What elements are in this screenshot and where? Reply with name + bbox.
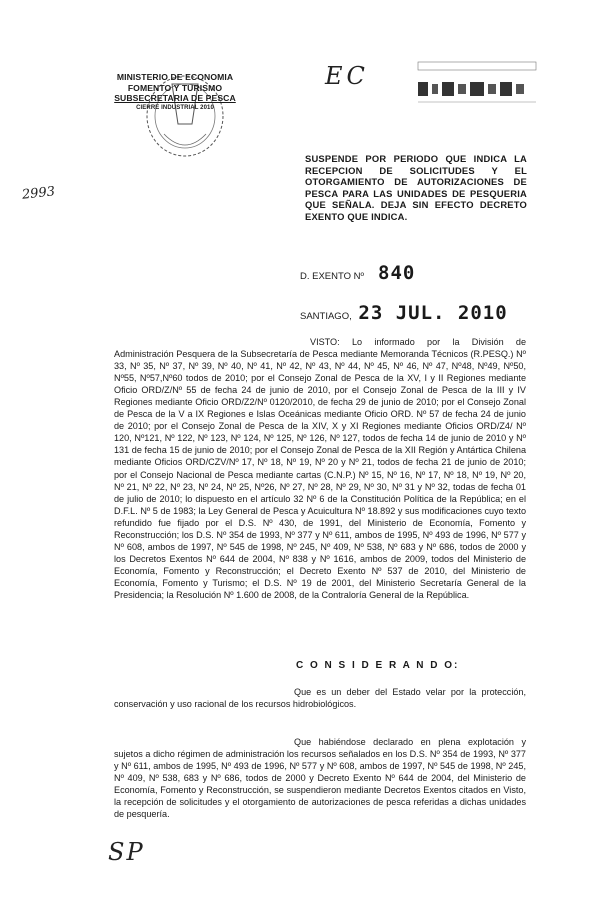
- decree-number: 840: [378, 262, 416, 284]
- decree-date: 23 JUL. 2010: [358, 302, 508, 324]
- handwritten-bottom: SP: [108, 838, 145, 866]
- ministry-line3: SUBSECRETARIA DE PESCA: [114, 93, 236, 103]
- visto-paragraph: [114, 336, 526, 601]
- considerando-p2-rest: y sujetos a dicho régimen de administración los recursos señalados en los D.S. Nº 354 de 1993, Nº 377 y Nº 611, ambos de 1995, Nº 493 de 1996, Nº 577 y Nº 608, ambos de 1997, Nº 545 de 1998, Nº 245, Nº 409, Nº 538, 683 y Nº 686, todos de 2000 y Decreto Exento Nº 644 de 2004, del Ministerio de Economía, Fomento y Reconstrucción, se suspendieron mediante Decretos Exentos citados en Visto, la recepción de solicitudes y el otorgamiento de autorizaciones de pesca referidas a dichas unidades de pesquería.: [114, 737, 526, 820]
- ministry-line1: MINISTERIO DE ECONOMIA: [116, 72, 234, 82]
- considerando-p1-rest: protección, conservación y uso racional de los recursos hidrobiológicos.: [114, 687, 526, 710]
- decree-number-line: [300, 262, 415, 284]
- considerando-p1-lead: Que es un deber del Estado velar por la: [294, 687, 477, 697]
- visto-text: Lo informado por la División de Administración Pesquera de la Subsecretaría de Pesca mediante Memoranda Técnicos (R.PESQ.) Nº 33, Nº 35, Nº 37, Nº 39, Nº 40, Nº 41, Nº 42, Nº 43, Nº 44, Nº 45, Nº 46, Nº 47, Nº48, Nº49, Nº50, Nº55, Nº57,Nº60 todos de 2010; por el Consejo Zonal de Pesca de la XV, I y II Regiones mediante Oficio ORD/Z/Nº 55 de fecha 24 de junio de 2010, por el Consejo Zonal de Pesca de la III y IV Regiones mediante Oficio ORD/Z2/Nº 0120/2010, de fecha 29 de junio de 2010; por el Consejo Zonal de Pesca de la V a IX Regiones e Islas Oceánicas mediante Oficio ORD. Nº 57 de fecha 24 de junio de 2010; por el Consejo Zonal de Pesca de la XIV, X y XI Regiones mediante Oficios ORD/Z4/ Nº 120, Nº121, Nº 122, Nº 123, Nº 124, Nº 125, Nº 126, Nº 127, todos de fecha 14 de junio de 2010 y Nº 131 de fecha 15 de junio de 2010; por el Consejo Zonal de Pesca de la XII Región y Antártica Chilena mediante Oficios ORD/CZV/Nº 17, Nº 18, Nº 19, Nº 20 y Nº 21, todos de fecha 21 de junio de 2010; por el Consejo Nacional de Pesca mediante cartas (C.N.P.) Nº 15, Nº 16, Nº 17, Nº 18, Nº 19, Nº 20, Nº 21, Nº 22, Nº 23, Nº 24, Nº 25, Nº26, Nº 27, Nº 28, Nº 29, Nº 30, Nº 31 y Nº 32, todas de fecha 01 de julio de 2010; lo dispuesto en el artículo 32 Nº 6 de la Constitución Política de la República; en el D.F.L. Nº 5 de 1983; la Ley General de Pesca y Acuicultura Nº 18.892 y sus modificaciones cuyo texto refundido fue fijado por el D.S. Nº 430, de 1991, del Ministerio de Economía, Fomento y Reconstrucción; los D.S. Nº 354 de 1993, Nº 377 y Nº 611, ambos de 1995, Nº 493 de 1996, Nº 577 y Nº 608, ambos de 1997, Nº 545 de 1998, Nº 245, Nº 409, Nº 538, Nº 683 y Nº 686, todos de 2000 y los Decretos Exentos Nº 644 de 2004, Nº 838 y Nº 1616, ambos de 2009, todos del Ministerio de Economía, Fomento y Reconstrucción; el Decreto Exento Nº 537 de 2010, del Ministerio de Economía, Fomento y Turismo; el D.S. Nº 19 de 2001, del Ministerio Secretaría General de la Presidencia; la Resolución Nº 1.600 de 2008, de la Contraloría General de la República.: [114, 337, 527, 600]
- place-label: SANTIAGO,: [300, 311, 352, 322]
- considerando-paragraph-2: [114, 736, 526, 820]
- considerando-paragraph-1: [114, 686, 526, 710]
- considerando-heading: C O N S I D E R A N D O:: [296, 660, 460, 671]
- place-date-line: [300, 302, 508, 324]
- handwritten-top: EC: [325, 62, 369, 90]
- considerando-p2-lead: Que habiéndose declarado en plena explotación: [294, 737, 514, 747]
- ministry-line2: FOMENTO Y TURISMO: [127, 82, 223, 93]
- ministry-header: [100, 72, 250, 112]
- decree-title: SUSPENDE POR PERIODO QUE INDICA LA RECEPCION DE SOLICITUDES Y EL OTORGAMIENTO DE AUTORIZACIONES DE PESCA PARA LAS UNIDADES DE PESQUERIA QUE SEÑALA. DEJA SIN EFECTO DECRETO EXENTO QUE INDICA.: [305, 153, 527, 222]
- receipt-stamp-icon: [398, 58, 578, 108]
- handwritten-number: 2993: [21, 184, 56, 203]
- visto-lead: VISTO:: [310, 337, 340, 347]
- ministry-line4: CIERRE INDUSTRIAL 2010: [136, 104, 214, 111]
- decree-label: D. EXENTO Nº: [300, 271, 364, 282]
